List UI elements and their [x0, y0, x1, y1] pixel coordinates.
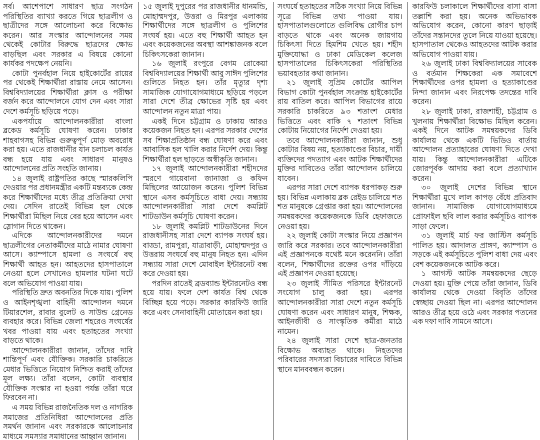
paragraph: ১৮ জুলাই কমপ্লিট শাটডাউনের দিনে রাজধানীসহ সারা দেশে ব্যাপক সংঘর্ষ হয়। বাড্ডা, রামপুরা, যাত্রাবাড়ী, মোহাম্মদপুর ও উত্তরায় সংঘর্ষে বহু মানুষ নিহত হন। এদিন সন্ধ্যায় সারা দেশে মোবাইল ইন্টারনেট বন্ধ করে দেওয়া হয়। — [142, 221, 268, 279]
paragraph: ২২ জুলাই কোটা সংস্কার নিয়ে প্রজ্ঞাপন জারি করে সরকার। তবে আন্দোলনকারীরা এই প্রজ্ঞাপনকে যথেষ্ট মনে করেননি। তাঁরা বলেন, শিক্ষার্থীদের রক্তের ওপর দাঁড়িয়ে এই প্রজ্ঞাপন দেওয়া হয়েছে। — [277, 231, 403, 279]
paragraph: এদিকে আন্দোলনকারীদের দমনে ছাত্রলীগের নেতাকর্মীদের মাঠে নামার ঘোষণা আসে। ক্যাম্পাসে হামলা ও সংঘর্ষে বহু শিক্ষার্থী আহত হন। আহতদের হাসপাতালে নেওয়া হলে সেখানেও হামলার ঘটনা ঘটে বলে অভিযোগ পাওয়া যায়। — [3, 231, 133, 288]
paragraph: পরদিন রাতেই ব্রডব্যান্ড ইন্টারনেটও বন্ধ হয়ে যায়। ফলে দেশ কার্যত বিশ্ব থেকে বিচ্ছিন্ন হয়ে পড়ে। সরকার কারফিউ জারি করে এবং সেনাবাহিনী মোতায়েন করা হয়। — [142, 278, 268, 317]
text-column-2 — [138, 2, 268, 440]
paragraph: ১৬ জুলাই রংপুরে বেগম রোকেয়া বিশ্ববিদ্যালয়ের শিক্ষার্থী আবু সাঈদ পুলিশের গুলিতে নিহত হন। তাঁর মৃত্যুর দৃশ্য সামাজিক যোগাযোগমাধ্যমে ছড়িয়ে পড়লে সারা দেশে তীব্র ক্ষোভের সৃষ্টি হয় এবং আন্দোলন নতুন মাত্রা পায়। — [142, 59, 268, 117]
paragraph: কারফিউ চলাকালে শিক্ষার্থীদের বাসা বাসা তল্লাশি করা হয়। অনেক অভিভাবক অভিযোগ করেন, কোনো কারণ ছাড়াই তাঁদের সন্তানদের তুলে নিয়ে যাওয়া হয়েছে। হাসপাতাল থেকেও আহতদের আটক করার অভিযোগ পাওয়া যায়। — [412, 2, 537, 59]
paragraph: ১৫ জুলাই দুপুরের পর রাজধানীর ধানমন্ডি, মোহাম্মদপুর, উত্তরা ও মিরপুর এলাকায় শিক্ষার্থীদের সঙ্গে ছাত্রলীগ ও পুলিশের সংঘর্ষ হয়। এতে বহু শিক্ষার্থী আহত হন এবং কয়েকজনের অবস্থা আশঙ্কাজনক বলে চিকিৎসকেরা জানান। — [142, 2, 268, 59]
paragraph: পরিস্থিতি দ্রুত অবনতির দিকে যায়। পুলিশ ও আইনশৃঙ্খলা বাহিনী আন্দোলন দমনে টিয়ারশেল, রাবার বুলেট ও সাউন্ড গ্রেনেড ব্যবহার করে। বিভিন্ন জেলা শহরেও সংঘর্ষের খবর পাওয়া যায় এবং হতাহতের সংখ্যা বাড়তে থাকে। — [3, 288, 133, 346]
paragraph: এ সময় বিভিন্ন রাজনৈতিক দল ও নাগরিক সমাজের প্রতিনিধিরা আন্দোলনের প্রতি সমর্থন জানান এবং সরকারকে আলোচনার মাধ্যমে সমস্যার সমাধানের আহ্বান জানান। — [3, 402, 133, 440]
paragraph: ১ আগস্ট আটক সমন্বয়কদের ছেড়ে দেওয়া হয়। মুক্তি পেয়ে তাঁরা জানান, ডিবি কার্যালয় থেকে দেওয়া বিবৃতি তাঁদের স্বেচ্ছায় দেওয়া ছিল না। এরপর আন্দোলন আরও তীব্র হয়ে ওঠে এবং সরকার পতনের এক দফা দাবি সামনে আসে। — [412, 269, 537, 327]
paragraph: আন্দোলনকারীরা জানান, তাঁদের দাবি শান্তিপূর্ণ এবং যৌক্তিক। সরকারি চাকরিতে মেধার ভিত্তিতে নিয়োগ নিশ্চিত করাই তাঁদের মূল লক্ষ্য। তাঁরা বলেন, কোটা ব্যবস্থার যৌক্তিক সংস্কার না হওয়া পর্যন্ত তাঁরা ঘরে ফিরবেন না। — [3, 345, 133, 403]
paragraph: এরপর সারা দেশে ব্যাপক ধরপাকড় শুরু হয়। বিভিন্ন এলাকায় ব্লক রেইড চালিয়ে শত শত মানুষকে গ্রেপ্তার করা হয়। আন্দোলনের সমন্বয়কদের কয়েকজনকে ডিবি হেফাজতে নেওয়া হয়। — [277, 183, 403, 231]
paragraph: ২৮ জুলাই ঢাকা, রাজশাহী, চট্টগ্রাম ও খুলনায় শিক্ষার্থীরা বিক্ষোভ মিছিল করেন। একই দিনে আটক সমন্বয়কদের ডিবি কার্যালয় থেকে একটি ভিডিও বার্তায় আন্দোলন প্রত্যাহারের ঘোষণা দিতে দেখা যায়। কিন্তু আন্দোলনকারীরা এটিকে জোরপূর্বক আদায় করা বলে প্রত্যাখ্যান করেন। — [412, 107, 537, 183]
paragraph: ২৬ জুলাই ঢাকা বিশ্ববিদ্যালয়ের সাবেক ও বর্তমান শিক্ষকেরা এক সমাবেশে শিক্ষার্থীদের ওপর হামলা ও হত্যাকাণ্ডের নিন্দা জানান এবং নিরপেক্ষ তদন্তের দাবি করেন। — [412, 59, 537, 107]
text-column-3 — [273, 2, 403, 440]
paragraph: কোটা পুনর্বহাল নিয়ে হাইকোর্টের রায়ের পর থেকেই শিক্ষার্থীরা রাস্তায় নেমে আসেন। বিশ্ববিদ্যালয়ের শিক্ষার্থীরা ক্লাস ও পরীক্ষা বর্জন করে আন্দোলনে যোগ দেন এবং সারা দেশে কর্মসূচি ছড়িয়ে পড়ে। — [3, 68, 133, 117]
paragraph: ৩১ জুলাই মার্চ ফর জাস্টিস কর্মসূচি পালিত হয়। আদালত প্রাঙ্গণ, ক্যাম্পাস ও সড়কে এই কর্মসূচিতে পুলিশ বাধা দেয় এবং বেশ কয়েকজনকে আটক করে। — [412, 231, 537, 269]
paragraph: ১৪ জুলাই রাষ্ট্রপতির কাছে স্মারকলিপি দেওয়ার পর প্রধানমন্ত্রীর একটি মন্তব্যকে কেন্দ্র করে শিক্ষার্থীদের মধ্যে তীব্র প্রতিক্রিয়া দেখা দেয়। সেদিন রাতেই বিভিন্ন হল থেকে শিক্ষার্থীরা মিছিল নিয়ে বের হয়ে আসেন এবং স্লোগান দিতে থাকেন। — [3, 173, 133, 231]
paragraph: ২৪ জুলাই সারা দেশে ছাত্র-জনতার বিক্ষোভ অব্যাহত থাকে। নিহতদের পরিবারের সদস্যরা বিচারের দাবিতে বিভিন্ন স্থানে মানববন্ধন করেন। — [277, 336, 403, 374]
paragraph: তবে আন্দোলনকারীরা জানান, শুধু কোটার বিষয় নয়, হত্যাকাণ্ডের বিচার, দায়ী ব্যক্তিদের পদত্যাগ এবং আটক শিক্ষার্থীদের মুক্তির দাবিতেও তাঁরা আন্দোলন চালিয়ে যাবেন। — [277, 135, 403, 183]
paragraph: সর্ব। আশেপাশে সাধারণ ছাত্র সংগঠন পরিস্থিতির ব্যাখ্যা করতে গিয়ে ছাত্রলীগ ও ছাত্রীদের সঙ্গে আলোচনা করে বিক্ষোভ করেন। আর সংস্কার আন্দোলনের সময় থেকেই কোটার বিরুদ্ধে ছাত্রদের ক্ষোভ বাড়ছিল এবং সরকার এ বিষয়ে কোনো কার্যকর পদক্ষেপ নেয়নি। — [3, 2, 133, 69]
paragraph: ১৭ জুলাই আন্দোলনকারীরা শহীদদের স্মরণে গায়েবানা জানাজা ও কফিন মিছিলের আয়োজন করেন। পুলিশ বিভিন্ন স্থানে এসব কর্মসূচিতে বাধা দেয়। সন্ধ্যায় আন্দোলনকারীরা সারা দেশে কমপ্লিট শাটডাউন কর্মসূচি ঘোষণা করেন। — [142, 164, 268, 222]
text-column-1 — [3, 2, 133, 440]
paragraph: সংঘর্ষে হতাহতের সঠিক সংখ্যা নিয়ে বিভিন্ন সূত্রে বিভিন্ন তথ্য পাওয়া যায়। হাসপাতালগুলোতে গুলিবিদ্ধ রোগীর চাপ বাড়তে থাকে এবং অনেক জায়গায় চিকিৎসা দিতে হিমশিম খেতে হয়। শহীদ মুক্তিযোদ্ধা ও ঢাকা মেডিকেল কলেজ হাসপাতালের চিকিৎসকেরা পরিস্থিতির ভয়াবহতার কথা জানান। — [277, 2, 403, 78]
paragraph: ৩০ জুলাই দেশের বিভিন্ন স্থানে শিক্ষার্থীরা মুখে লাল কাপড় বেঁধে প্রতিবাদ জানান। সামাজিক যোগাযোগমাধ্যমে প্রোফাইল ছবি লাল করার কর্মসূচিও ব্যাপক সাড়া ফেলে। — [412, 183, 537, 231]
paragraph: ২১ জুলাই সুপ্রিম কোর্টের আপিল বিভাগ কোটা পুনর্বহাল সংক্রান্ত হাইকোর্টের রায় বাতিল করে। আপিল বিভাগের রায়ে সরকারি চাকরিতে ৯৩ শতাংশ মেধার ভিত্তিতে এবং বাকি ৭ শতাংশ বিভিন্ন কোটায় নিয়োগের নির্দেশ দেওয়া হয়। — [277, 78, 403, 136]
paragraph: একপর্যায়ে আন্দোলনকারীরা বাংলা ব্লকেড কর্মসূচি ঘোষণা করেন। ঢাকার শাহবাগসহ বিভিন্ন গুরুত্বপূর্ণ মোড় অবরোধ করা হয়। এতে রাজধানীর যান চলাচল কার্যত বন্ধ হয়ে যায় এবং সাধারণ মানুষও আন্দোলনের প্রতি সংহতি জানায়। — [3, 116, 133, 174]
paragraph: ২৩ জুলাই সীমিত পরিসরে ইন্টারনেট সংযোগ চালু করা হয়। এরপর আন্দোলনকারীরা সারা দেশে নতুন কর্মসূচি ঘোষণা করেন এবং সাধারণ মানুষ, শিক্ষক, আইনজীবী ও সাংস্কৃতিক কর্মীরা মাঠে নামেন। — [277, 278, 403, 336]
text-column-4 — [407, 2, 537, 440]
paragraph: একই দিনে চট্টগ্রাম ও ঢাকায় আরও কয়েকজন নিহত হন। এরপর সরকার দেশের সব শিক্ষাপ্রতিষ্ঠান বন্ধ ঘোষণা করে এবং আবাসিক হল খালি করার নির্দেশ দেয়। কিন্তু শিক্ষার্থীরা হল ছাড়তে অস্বীকৃতি জানান। — [142, 116, 268, 164]
